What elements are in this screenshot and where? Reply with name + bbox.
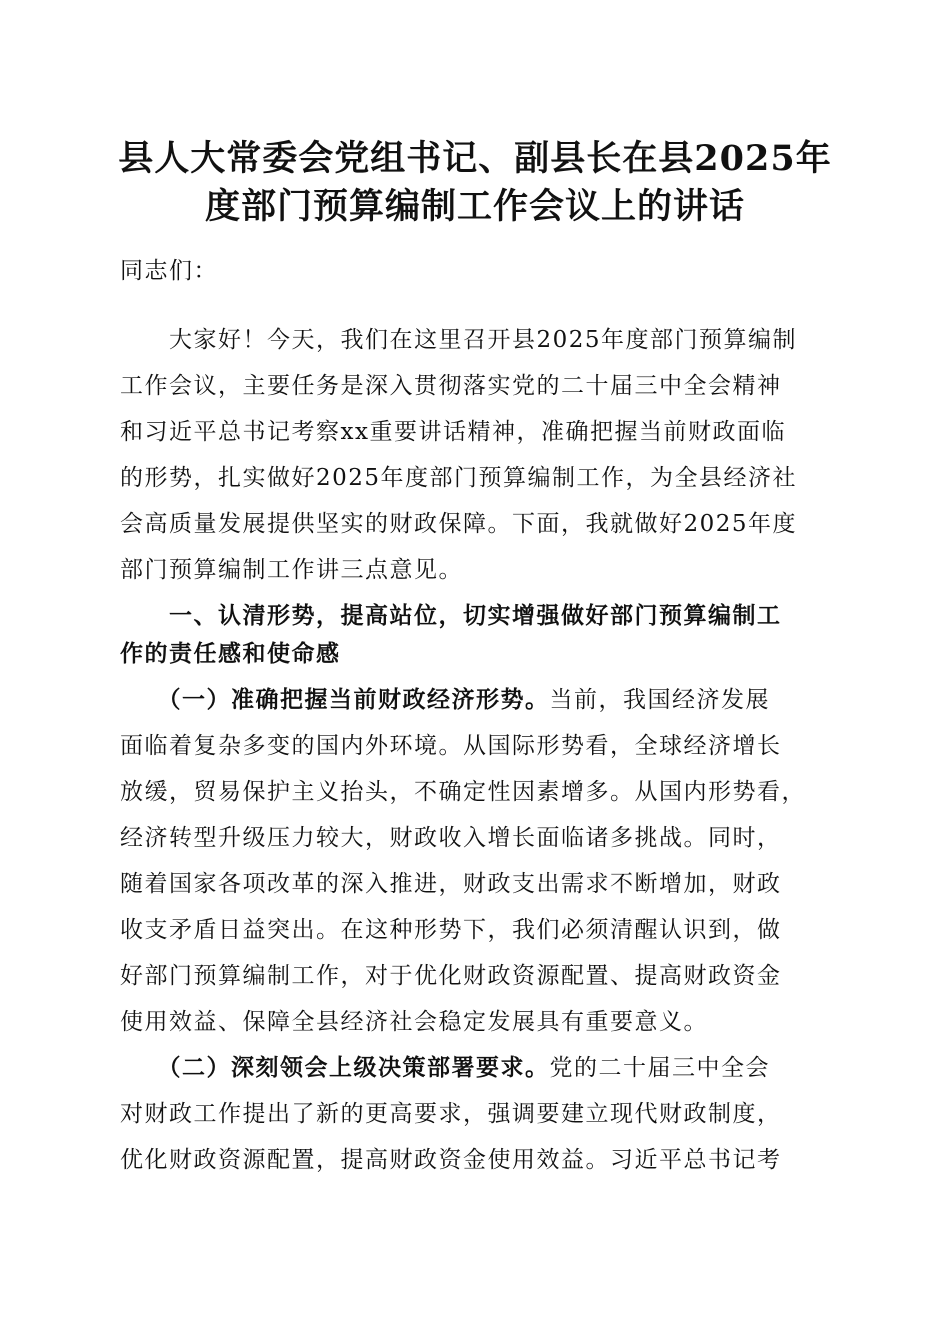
paragraph-line: 随着国家各项改革的深入推进，财政支出需求不断增加，财政 xyxy=(120,871,782,897)
subsection-text: 当前，我国经济发展 xyxy=(549,687,770,713)
document-title-line-2: 度部门预算编制工作会议上的讲话 xyxy=(204,186,745,227)
paragraph-line: 经济转型升级压力较大，财政收入增长面临诸多挑战。同时， xyxy=(120,825,782,851)
subsection-first-line xyxy=(120,677,835,723)
section-heading-line: 作的责任感和使命感 xyxy=(120,641,341,667)
paragraph-line: 优化财政资源配置，提高财政资金使用效益。习近平总书记考 xyxy=(120,1147,782,1173)
paragraph-line: 收支矛盾日益突出。在这种形势下，我们必须清醒认识到，做 xyxy=(120,917,782,943)
subsection-label: （一）准确把握当前财政经济形势。 xyxy=(120,686,550,713)
intro-line: 工作会议，主要任务是深入贯彻落实党的二十届三中全会精神 xyxy=(120,373,782,399)
intro-line: 和习近平总书记考察xx重要讲话精神，准确把握当前财政面临 xyxy=(120,419,786,445)
paragraph-line: 放缓，贸易保护主义抬头，不确定性因素增多。从国内形势看， xyxy=(120,779,806,805)
subsection-first-line xyxy=(120,1045,835,1091)
paragraph-line: 使用效益、保障全县经济社会稳定发展具有重要意义。 xyxy=(120,1009,708,1035)
paragraph-line: 面临着复杂多变的国内外环境。从国际形势看，全球经济增长 xyxy=(120,733,782,759)
intro-line: 大家好！今天，我们在这里召开县2025年度部门预算编制 xyxy=(120,327,798,353)
subsection-label: （二）深刻领会上级决策部署要求。 xyxy=(120,1054,550,1081)
subsection-text: 党的二十届三中全会 xyxy=(549,1055,770,1081)
salutation: 同志们： xyxy=(120,258,218,284)
intro-line: 会高质量发展提供坚实的财政保障。下面，我就做好2025年度 xyxy=(120,511,798,537)
document-title-line-1: 县人大常委会党组书记、副县长在县2025年 xyxy=(118,138,832,179)
section-heading-line: 一、认清形势，提高站位，切实增强做好部门预算编制工 xyxy=(120,603,782,629)
intro-line: 部门预算编制工作讲三点意见。 xyxy=(120,557,463,583)
paragraph-line: 对财政工作提出了新的更高要求，强调要建立现代财政制度， xyxy=(120,1101,782,1127)
intro-line: 的形势，扎实做好2025年度部门预算编制工作，为全县经济社 xyxy=(120,465,798,491)
paragraph-line: 好部门预算编制工作，对于优化财政资源配置、提高财政资金 xyxy=(120,963,782,989)
